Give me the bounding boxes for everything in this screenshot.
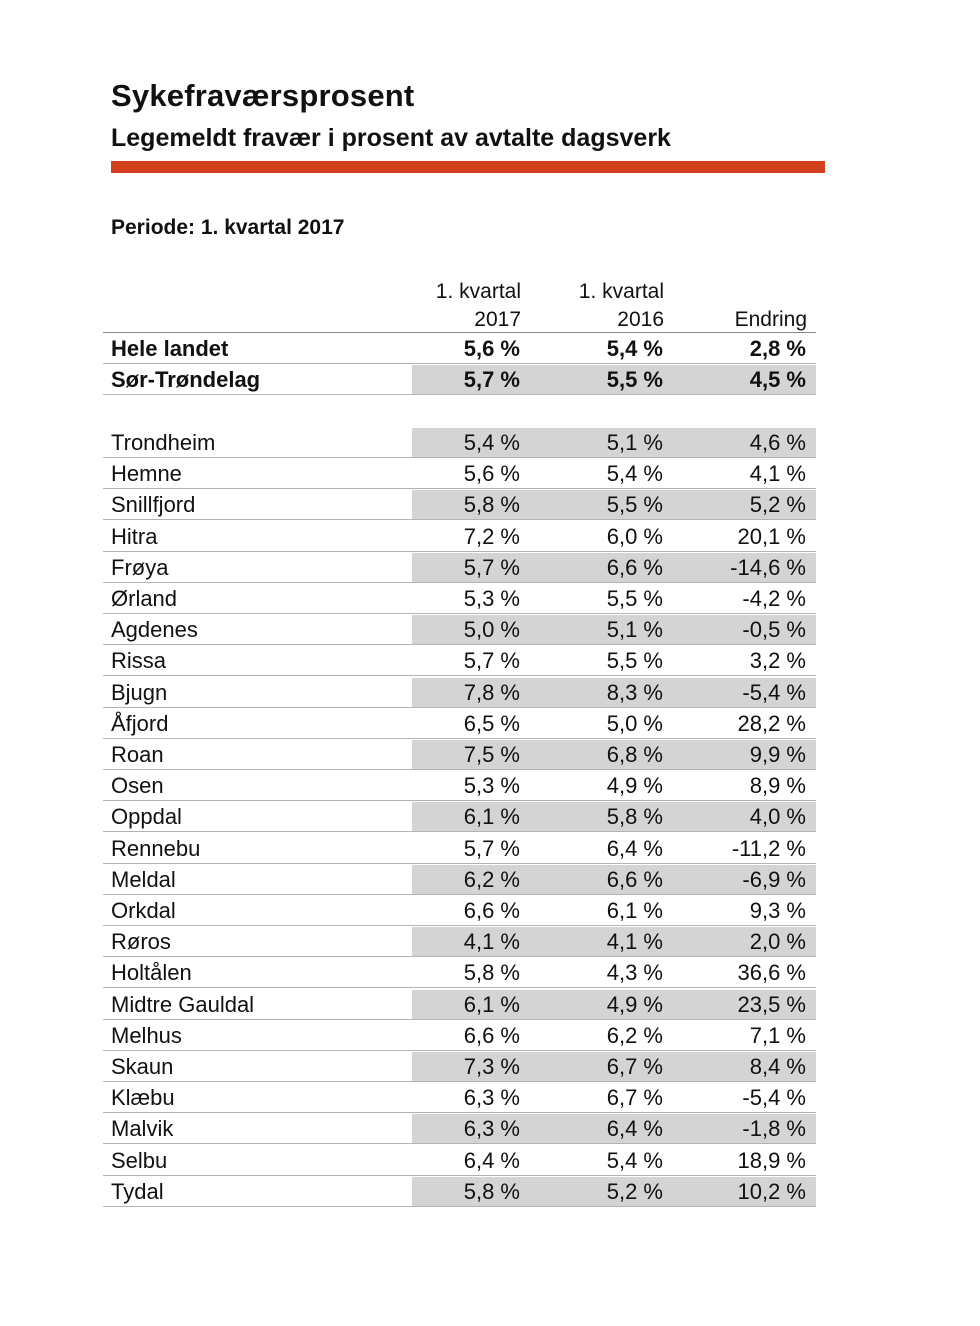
value-2016: 5,5 %	[606, 367, 663, 393]
value-2016: 4,1 %	[606, 929, 663, 955]
value-2016: 6,6 %	[606, 554, 663, 580]
value-change: 9,3 %	[749, 898, 806, 923]
value-2016: 4,9 %	[606, 991, 663, 1017]
value-2017: 5,4 %	[463, 430, 520, 455]
table-row	[103, 428, 816, 458]
municipality-name: Trondheim	[111, 430, 216, 455]
value-change: 5,2 %	[749, 492, 806, 518]
value-2017: 6,1 %	[463, 804, 520, 830]
municipality-name: Holtålen	[111, 960, 192, 986]
column-header-2016-line2: 2016	[617, 308, 664, 331]
column-header-2017-line2: 2017	[474, 308, 521, 331]
municipality-name: Hele landet	[111, 336, 229, 361]
municipality-name: Roan	[111, 742, 164, 767]
value-2017: 6,6 %	[463, 1022, 520, 1048]
municipality-name: Ørland	[111, 586, 178, 611]
value-change: -5,4 %	[742, 679, 806, 705]
municipality-name: Klæbu	[111, 1085, 175, 1111]
value-2017: 5,3 %	[463, 586, 520, 611]
value-change: 8,4 %	[749, 1054, 806, 1079]
value-2017: 6,3 %	[463, 1085, 520, 1111]
value-change: -4,2 %	[742, 586, 806, 611]
municipality-name: Hemne	[111, 461, 182, 487]
page-subtitle: Legemeldt fravær i prosent av avtalte dagsverk	[111, 124, 671, 152]
value-change: 23,5 %	[737, 991, 806, 1017]
value-2017: 5,7 %	[463, 554, 520, 580]
value-change: 9,9 %	[749, 742, 806, 767]
value-2016: 6,7 %	[606, 1085, 663, 1111]
table-row	[103, 615, 816, 645]
value-2017: 5,7 %	[463, 648, 520, 674]
value-change: 2,8 %	[749, 336, 806, 361]
value-2016: 5,1 %	[606, 430, 663, 455]
table-row	[103, 365, 816, 395]
value-2016: 8,3 %	[606, 679, 663, 705]
municipality-name: Frøya	[111, 554, 169, 580]
table-row	[103, 740, 816, 770]
table-row	[103, 865, 816, 895]
municipality-name: Rennebu	[111, 835, 201, 861]
value-2016: 5,5 %	[606, 648, 663, 674]
value-2016: 5,4 %	[606, 1147, 663, 1173]
municipality-name: Midtre Gauldal	[111, 991, 255, 1017]
period-label: Periode: 1. kvartal 2017	[111, 216, 345, 239]
column-header-2017	[400, 278, 521, 334]
value-2016: 5,5 %	[606, 586, 663, 611]
table-row	[103, 678, 816, 708]
value-change: -6,9 %	[742, 866, 806, 892]
value-change: 4,1 %	[749, 461, 806, 487]
page-title: Sykefraværsprosent	[111, 78, 415, 113]
municipality-name: Melhus	[111, 1022, 182, 1048]
table-row	[103, 802, 816, 832]
value-2017: 7,8 %	[463, 679, 520, 705]
column-header-2016	[543, 278, 664, 334]
table-row	[103, 553, 816, 583]
value-2017: 5,8 %	[463, 1178, 520, 1204]
value-2017: 6,4 %	[463, 1147, 520, 1173]
table-row	[103, 958, 816, 988]
value-change: 18,9 %	[737, 1147, 806, 1173]
value-2017: 5,7 %	[463, 367, 520, 393]
value-2016: 5,0 %	[606, 710, 663, 736]
table-row	[103, 990, 816, 1020]
value-change: 2,0 %	[749, 929, 806, 955]
municipality-name: Hitra	[111, 523, 158, 549]
value-change: 10,2 %	[737, 1178, 806, 1204]
table-row	[103, 1146, 816, 1176]
municipality-name: Malvik	[111, 1116, 174, 1142]
value-change: 20,1 %	[737, 523, 806, 549]
municipality-name: Meldal	[111, 866, 176, 892]
municipality-name: Oppdal	[111, 804, 182, 830]
value-2016: 6,8 %	[606, 742, 663, 767]
table-row	[103, 927, 816, 957]
value-change: 4,0 %	[749, 804, 806, 830]
value-change: 3,2 %	[749, 648, 806, 674]
value-2016: 6,4 %	[606, 1116, 663, 1142]
table-row	[103, 1114, 816, 1144]
value-2016: 5,2 %	[606, 1178, 663, 1204]
table-row	[103, 709, 816, 739]
municipality-name: Åfjord	[111, 710, 169, 736]
value-2016: 6,0 %	[606, 523, 663, 549]
value-change: 4,6 %	[749, 430, 806, 455]
value-2017: 6,5 %	[463, 710, 520, 736]
value-2017: 5,0 %	[463, 617, 520, 643]
table-row	[103, 771, 816, 801]
table-row	[103, 334, 816, 364]
value-2016: 5,8 %	[606, 804, 663, 830]
value-change: -0,5 %	[742, 617, 806, 643]
accent-rule	[111, 161, 825, 173]
value-change: -5,4 %	[742, 1085, 806, 1111]
value-change: -11,2 %	[731, 835, 806, 861]
column-header-change-line2: Endring	[734, 308, 807, 331]
value-change: -14,6 %	[730, 554, 806, 580]
table-row	[103, 1021, 816, 1051]
value-2016: 6,6 %	[606, 866, 663, 892]
value-2016: 5,1 %	[606, 617, 663, 643]
value-2017: 6,3 %	[463, 1116, 520, 1142]
value-2017: 7,2 %	[463, 523, 520, 549]
value-2016: 5,4 %	[606, 461, 663, 487]
table-row	[103, 896, 816, 926]
value-2017: 6,6 %	[463, 898, 520, 923]
municipality-name: Bjugn	[111, 679, 168, 705]
value-2016: 6,4 %	[606, 835, 663, 861]
table-row	[103, 459, 816, 489]
value-2017: 5,6 %	[463, 461, 520, 487]
value-2016: 5,4 %	[606, 336, 663, 361]
value-2017: 5,3 %	[463, 773, 520, 799]
value-change: 8,9 %	[749, 773, 806, 799]
municipality-name: Tydal	[111, 1178, 164, 1204]
value-2017: 5,6 %	[463, 336, 520, 361]
value-2017: 5,8 %	[463, 960, 520, 986]
table-row	[103, 834, 816, 864]
value-2017: 7,3 %	[463, 1054, 520, 1079]
table-row	[103, 646, 816, 676]
value-2016: 6,2 %	[606, 1022, 663, 1048]
value-2017: 4,1 %	[463, 929, 520, 955]
value-2016: 6,1 %	[606, 898, 663, 923]
value-2016: 6,7 %	[606, 1054, 663, 1079]
table-row	[103, 522, 816, 552]
value-change: 4,5 %	[749, 367, 806, 393]
municipality-name: Skaun	[111, 1054, 174, 1079]
table-row	[103, 1177, 816, 1207]
municipality-name: Orkdal	[111, 898, 176, 923]
municipality-name: Agdenes	[111, 617, 198, 643]
value-change: -1,8 %	[742, 1116, 806, 1142]
table-row	[103, 584, 816, 614]
table-row	[103, 1052, 816, 1082]
municipality-name: Snillfjord	[111, 492, 196, 518]
municipality-name: Sør-Trøndelag	[111, 367, 261, 393]
column-header-2017-line1: 1. kvartal	[435, 280, 521, 303]
value-2017: 7,5 %	[463, 742, 520, 767]
municipality-name: Rissa	[111, 648, 167, 674]
header-divider	[103, 332, 816, 333]
value-2017: 5,8 %	[463, 492, 520, 518]
value-change: 7,1 %	[749, 1022, 806, 1048]
value-2016: 4,3 %	[606, 960, 663, 986]
column-header-change	[686, 278, 807, 334]
value-change: 36,6 %	[737, 960, 806, 986]
column-header-2016-line1: 1. kvartal	[578, 280, 664, 303]
municipality-name: Selbu	[111, 1147, 168, 1173]
table-row	[103, 1083, 816, 1113]
value-2016: 5,5 %	[606, 492, 663, 518]
value-2017: 6,2 %	[463, 866, 520, 892]
column-header-change-line1	[686, 278, 807, 306]
municipality-name: Osen	[111, 773, 164, 799]
value-change: 28,2 %	[737, 710, 806, 736]
value-2016: 4,9 %	[606, 773, 663, 799]
value-2017: 5,7 %	[463, 835, 520, 861]
value-2017: 6,1 %	[463, 991, 520, 1017]
table-row	[103, 490, 816, 520]
municipality-name: Røros	[111, 929, 171, 955]
